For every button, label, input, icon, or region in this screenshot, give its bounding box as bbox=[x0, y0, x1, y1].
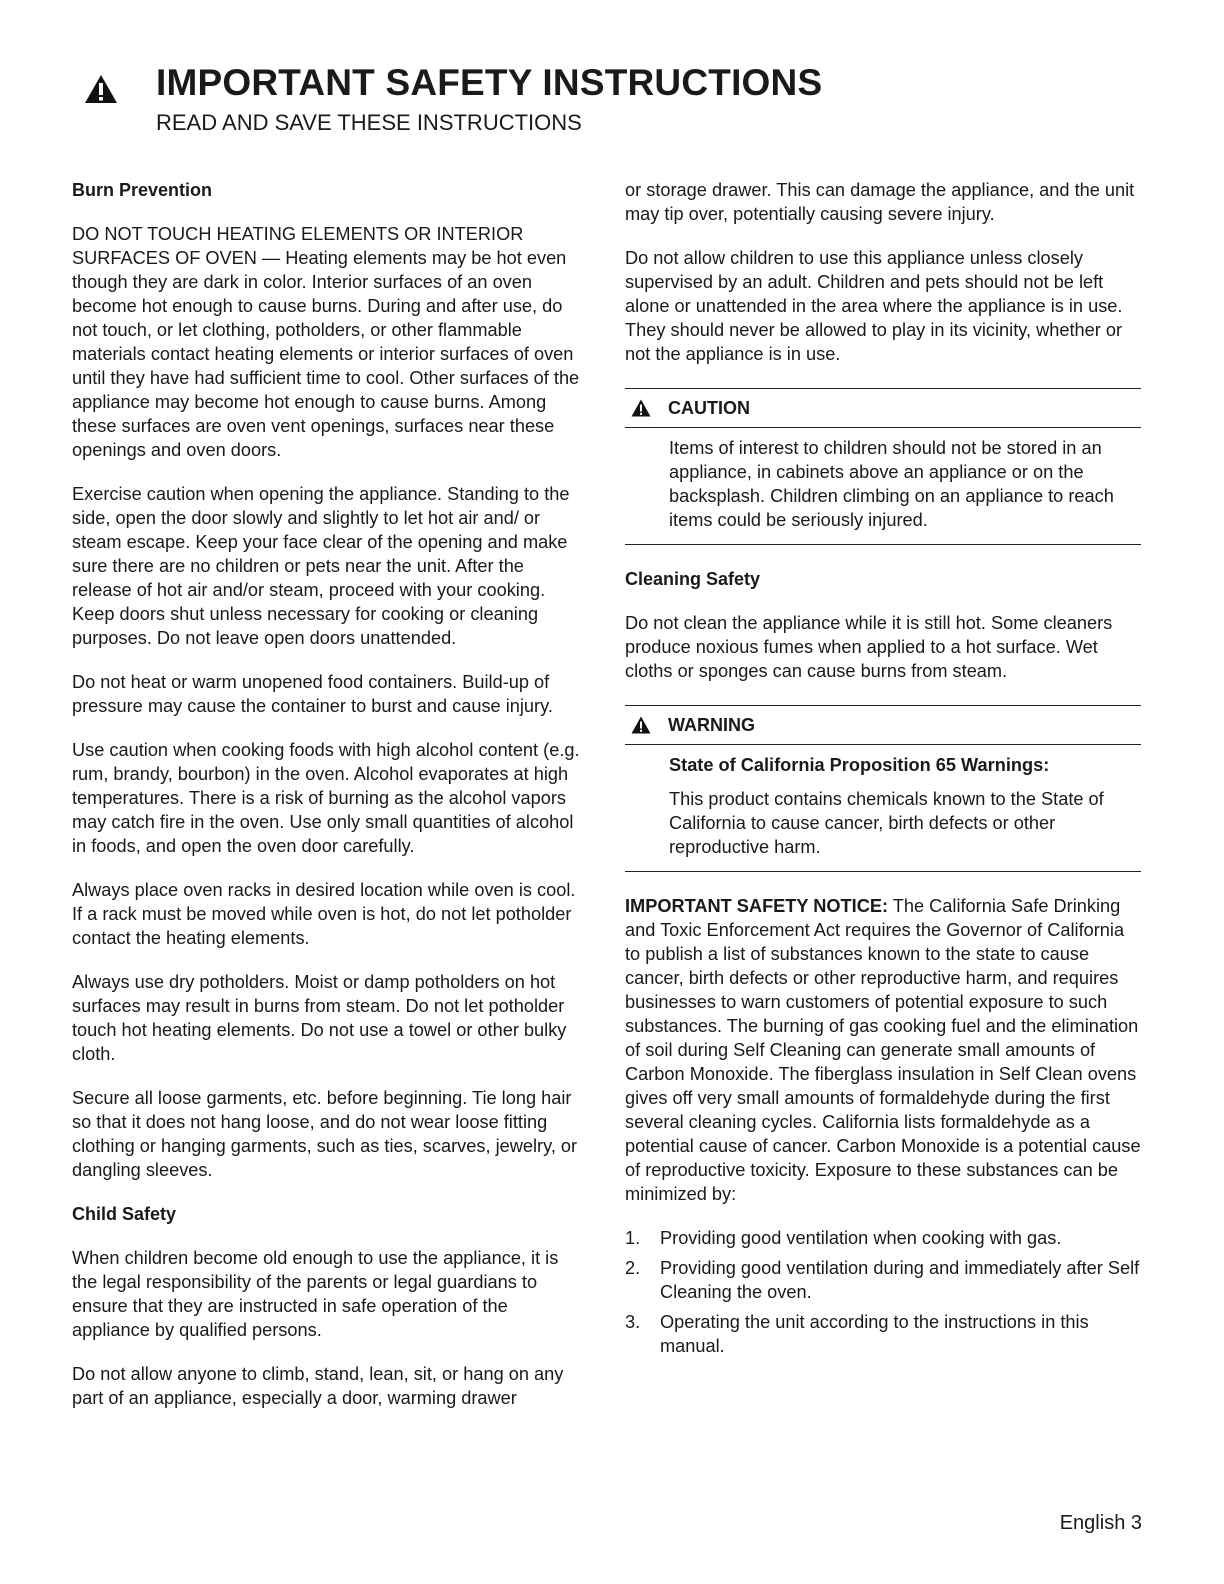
right-column bbox=[625, 178, 1141, 1364]
caution-header bbox=[625, 389, 1141, 428]
burn-paragraph-6: Always use dry potholders. Moist or damp potholders on hot surfaces may result in burns from steam. Do not let potholder touch hot heating elements. Do not use a towel or other bulky cloth. bbox=[72, 972, 567, 1064]
list-item-text: Providing good ventilation when cooking with gas. bbox=[660, 1228, 1062, 1248]
cleaning-paragraph: Do not clean the appliance while it is still hot. Some cleaners produce noxious fumes when applied to a hot surface. Wet cloths or sponges can cause burns from steam. bbox=[625, 613, 1113, 681]
list-item bbox=[625, 1226, 1141, 1250]
warning-triangle-icon bbox=[631, 399, 651, 417]
burn-paragraph-2: Exercise caution when opening the appliance. Standing to the side, open the door slowly and slightly to let hot air and/ or steam escape. Keep your face clear of the opening and make sure there are no children or pets near the unit. After the release of hot air and/or steam, proceed with your cooking. Keep doors shut unless necessary for cooking or cleaning purposes. Do not leave open doors unattended. bbox=[72, 484, 570, 648]
burn-paragraph-4: Use caution when cooking foods with high alcohol content (e.g. rum, brandy, bourbon) in the oven. Alcohol evaporates at high temperatures. There is a risk of burning as the alcohol vapors may catch fire in the oven. Use only small quantities of alcohol in foods, and open the oven door carefully. bbox=[72, 740, 580, 856]
list-item-text: Providing good ventilation during and immediately after Self Cleaning the oven. bbox=[660, 1258, 1140, 1302]
child-paragraph-3: or storage drawer. This can damage the appliance, and the unit may tip over, potentially causing severe injury. bbox=[625, 180, 1135, 224]
burn-prevention-heading: Burn Prevention bbox=[72, 180, 213, 200]
warning-triangle-icon bbox=[84, 74, 118, 104]
page-title: IMPORTANT SAFETY INSTRUCTIONS bbox=[156, 62, 823, 103]
burn-paragraph-5: Always place oven racks in desired location while oven is cool. If a rack must be moved while oven is hot, do not let potholder contact the heating elements. bbox=[72, 880, 576, 948]
safety-notice-label: IMPORTANT SAFETY NOTICE: bbox=[625, 896, 889, 916]
warning-text: This product contains chemicals known to the State of California to cause cancer, birth defects or other reproductive harm. bbox=[669, 789, 1104, 857]
child-paragraph-4: Do not allow children to use this appliance unless closely supervised by an adult. Children and pets should not be left alone or unattended in the area where the appliance is in use. They should never be allowed to play in its vicinity, whether or not the appliance is in use. bbox=[625, 248, 1123, 364]
child-safety-heading: Child Safety bbox=[72, 1204, 177, 1224]
warning-title: State of California Proposition 65 Warnings: bbox=[669, 755, 1050, 775]
caution-text: Items of interest to children should not be stored in an appliance, in cabinets above an appliance or on the backsplash. Children climbing on an appliance to reach items could be seriously injured. bbox=[669, 438, 1114, 530]
burn-paragraph-1: DO NOT TOUCH HEATING ELEMENTS OR INTERIOR SURFACES OF OVEN — Heating elements may be hot even though they are dark in color. Interior surfaces of an oven become hot enough to cause burns. During and after use, do not touch, or let clothing, potholders, or other flammable materials contact heating elements or interior surfaces of oven until they have had sufficient time to cool. Other surfaces of the appliance may become hot enough to cause burns. Among these surfaces are oven vent openings, surfaces near these openings and oven doors. bbox=[72, 224, 580, 460]
list-item-number: 1. bbox=[625, 1228, 641, 1248]
child-paragraph-2: Do not allow anyone to climb, stand, lean, sit, or hang on any part of an appliance, especially a door, warming drawer bbox=[72, 1364, 564, 1408]
safety-notice-text: The California Safe Drinking and Toxic Enforcement Act requires the Governor of California to publish a list of substances known to the state to cause cancer, birth defects or other reproductive harm, and requires businesses to warn customers of potential exposure to such substances. The burning of gas cooking fuel and the elimination of soil during Self Cleaning can generate small amounts of Carbon Monoxide. The fiberglass insulation in Self Clean ovens gives off very small amounts of formaldehyde during the first several cleaning cycles. California lists formaldehyde as a potential cause of cancer. Carbon Monoxide is a potential cause of reproductive toxicity. Exposure to these substances can be minimized by: bbox=[625, 896, 1141, 1204]
cleaning-safety-heading: Cleaning Safety bbox=[625, 569, 761, 589]
list-item-number: 2. bbox=[625, 1258, 641, 1278]
list-item-number: 3. bbox=[625, 1312, 641, 1332]
warning-label: WARNING bbox=[668, 715, 755, 735]
caution-box bbox=[625, 388, 1141, 545]
list-item-text: Operating the unit according to the instructions in this manual. bbox=[660, 1312, 1089, 1356]
minimize-steps-list bbox=[625, 1226, 1141, 1358]
burn-paragraph-3: Do not heat or warm unopened food containers. Build-up of pressure may cause the container to burst and cause injury. bbox=[72, 672, 553, 716]
page-subtitle: READ AND SAVE THESE INSTRUCTIONS bbox=[156, 110, 582, 135]
warning-header bbox=[625, 706, 1141, 745]
page-number: English 3 bbox=[1059, 1512, 1142, 1534]
caution-label: CAUTION bbox=[668, 398, 750, 418]
left-column bbox=[72, 178, 586, 1430]
warning-box bbox=[625, 705, 1141, 872]
child-paragraph-1: When children become old enough to use the appliance, it is the legal responsibility of the parents or legal guardians to ensure that they are instructed in safe operation of the appliance by qualified persons. bbox=[72, 1248, 559, 1340]
list-item bbox=[625, 1256, 1141, 1304]
list-item bbox=[625, 1310, 1141, 1358]
burn-paragraph-7: Secure all loose garments, etc. before beginning. Tie long hair so that it does not hang loose, and do not wear loose fitting clothing or hanging garments, such as ties, scarves, jewelry, or dangling sleeves. bbox=[72, 1088, 578, 1180]
warning-triangle-icon bbox=[631, 716, 651, 734]
safety-notice-paragraph bbox=[625, 894, 1141, 1206]
